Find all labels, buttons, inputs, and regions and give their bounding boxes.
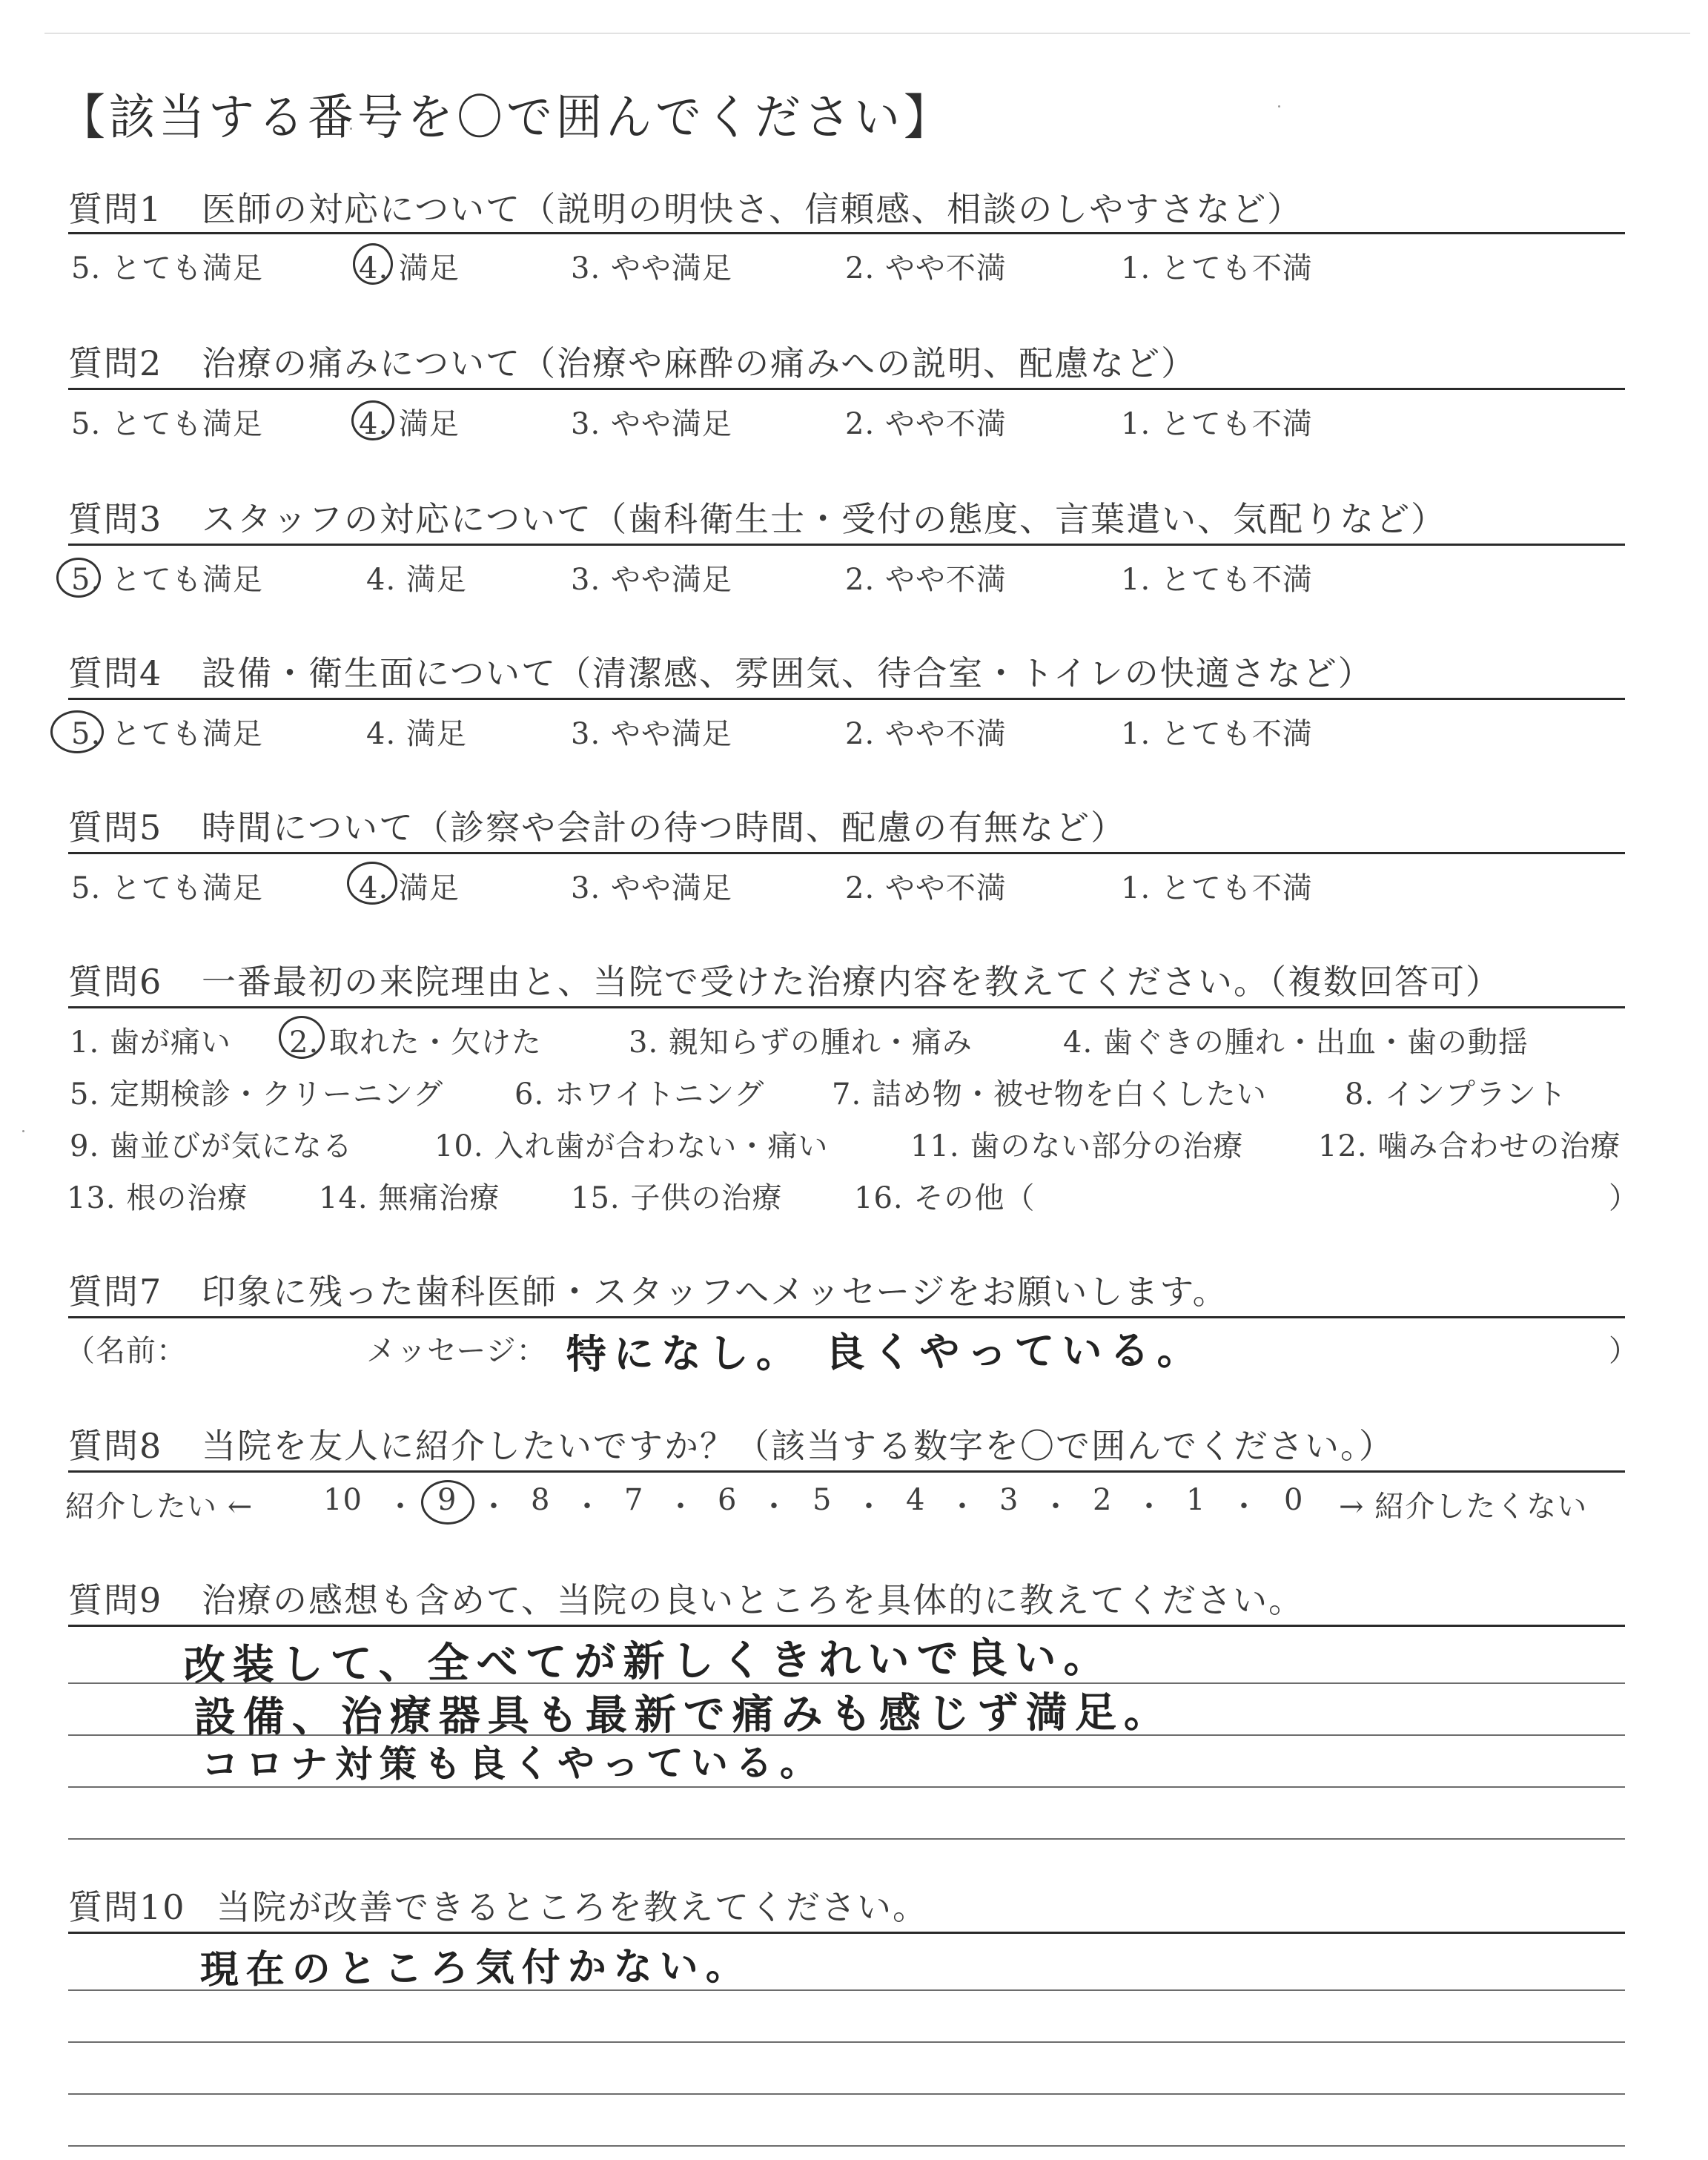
question-rule [68,232,1625,234]
question-text: 一番最初の来院理由と、当院で受けた治療内容を教えてください。（複数回答可） [202,962,1501,1002]
question-rule [68,1932,1625,1934]
question-number: 質問5 [68,807,163,848]
scale-value[interactable]: 4 [906,1483,926,1517]
rating-option[interactable]: 1. とても不満 [1121,717,1313,751]
question-8 [68,1422,1625,1470]
question-1 [68,185,1625,233]
question-10 [68,1883,1625,1931]
rating-option[interactable]: 2. やや不満 [845,563,1007,597]
scale-value[interactable]: 5 [812,1483,833,1517]
rating-option-selected[interactable]: 5. とても満足 [71,563,263,597]
rating-option-selected[interactable]: 4. 満足 [359,871,460,905]
selection-circle [279,1016,325,1059]
scale-separator: ・ [479,1490,509,1524]
scale-left-label: 紹介したい ← [65,1490,254,1524]
scale-separator: ・ [1041,1490,1071,1524]
scale-value[interactable]: 8 [531,1483,551,1517]
handwritten-message: 特になし。 良くやっている。 [566,1326,1205,1378]
question-text: 設備・衛生面について（清潔感、雰囲気、待合室・トイレの快適さなど） [202,653,1374,693]
question-text: 印象に残った歯科医師・スタッフへメッセージをお願いします。 [202,1272,1228,1312]
rating-option[interactable]: 1. とても不満 [1121,563,1313,597]
question-rule [68,544,1625,546]
answer-line [68,2093,1625,2095]
rating-option-selected[interactable]: 5. とても満足 [71,717,263,751]
scale-value[interactable]: 3 [999,1483,1019,1517]
scale-value[interactable]: 10 [323,1483,363,1517]
scale-separator: ・ [947,1490,978,1524]
selection-circle [421,1480,474,1525]
rating-option[interactable]: 4. 満足 [366,563,467,597]
rating-option[interactable]: 2. やや不満 [845,407,1007,441]
reason-option[interactable]: 16. その他（ [854,1181,1036,1215]
scale-separator: ・ [1134,1490,1165,1524]
reason-option[interactable]: 5. 定期検診・クリーニング [70,1077,444,1112]
instruction-heading: 【該当する番号を〇で囲んでください】 [59,88,954,146]
rating-option[interactable]: 2. やや不満 [845,871,1007,905]
question-text: スタッフの対応について（歯科衛生士・受付の態度、言葉遣い、気配りなど） [202,499,1447,539]
scale-value[interactable]: 6 [718,1483,738,1517]
scan-speck [1278,105,1280,108]
scale-value[interactable]: 0 [1284,1483,1304,1517]
question-number: 質問1 [68,189,163,229]
question-text: 医師の対応について（説明の明快さ、信頼感、相談のしやすさなど） [202,189,1303,229]
rating-option[interactable]: 3. やや満足 [571,717,732,751]
scale-separator: ・ [854,1490,884,1524]
rating-option[interactable]: 5. とても満足 [71,871,263,905]
scale-separator: ・ [666,1490,696,1524]
selection-circle [353,243,393,285]
reason-option[interactable]: 13. 根の治療 [67,1181,248,1215]
reason-option[interactable]: 9. 歯並びが気になる [70,1129,353,1163]
question-text: 時間について（診察や会計の待つ時間、配慮の有無など） [202,807,1127,848]
rating-option[interactable]: 2. やや不満 [845,251,1007,285]
reason-option[interactable]: 4. 歯ぐきの腫れ・出血・歯の動揺 [1063,1025,1529,1060]
question-text: 治療の感想も含めて、当院の良いところを具体的に教えてください。 [202,1580,1305,1620]
question-number: 質問4 [68,653,163,693]
rating-option[interactable]: 3. やや満足 [571,407,732,441]
selection-circle [50,710,104,753]
rating-option[interactable]: 5. とても満足 [71,251,263,285]
scan-speck [22,1130,24,1132]
message-label: メッセージ： [366,1334,547,1368]
scale-right-label: → 紹介したくない [1339,1490,1588,1524]
question-rule [68,1006,1625,1008]
scale-separator: ・ [759,1490,790,1524]
question-6 [68,958,1625,1005]
reason-option[interactable]: 11. 歯のない部分の治療 [910,1129,1244,1163]
answer-line [68,2145,1625,2147]
question-rule [68,1316,1625,1318]
reason-option[interactable]: 12. 噛み合わせの治療 [1318,1129,1621,1163]
reason-option[interactable]: 15. 子供の治療 [571,1181,783,1215]
handwritten-answer-line: 設備、治療器具も最新で痛みも感じず満足。 [193,1688,1173,1742]
question-2 [68,340,1625,387]
rating-option[interactable]: 5. とても満足 [71,407,263,441]
question-number: 質問3 [68,499,163,539]
answer-line [68,1838,1625,1840]
top-edge-line [44,33,1690,34]
handwritten-answer-line: コロナ対策も良くやっている。 [201,1741,824,1786]
scale-value[interactable]: 2 [1093,1483,1113,1517]
rating-option[interactable]: 2. やや不満 [845,717,1007,751]
rating-option[interactable]: 3. やや満足 [571,871,732,905]
selection-circle [347,862,397,905]
rating-option[interactable]: 1. とても不満 [1121,407,1313,441]
scale-separator: ・ [1229,1490,1260,1524]
question-rule [68,1470,1625,1473]
reason-option[interactable]: 7. 詰め物・被せ物を白くしたい [832,1077,1267,1112]
question-number: 質問7 [68,1272,163,1312]
question-rule [68,852,1625,854]
question-number: 質問8 [68,1426,163,1466]
question-5 [68,804,1625,851]
question-text: 治療の痛みについて（治療や麻酔の痛みへの説明、配慮など） [202,343,1197,383]
scale-value[interactable]: 1 [1186,1483,1206,1517]
question-rule [68,698,1625,700]
question-7 [68,1268,1625,1315]
question-number: 質問2 [68,343,163,383]
reason-option-selected[interactable]: 2. 取れた・欠けた [289,1025,542,1060]
answer-line [68,2041,1625,2043]
scale-value[interactable]: 7 [624,1483,644,1517]
question-number: 質問6 [68,962,163,1002]
question-3 [68,495,1625,543]
reason-option[interactable]: 8. インプラント [1345,1077,1567,1112]
rating-option[interactable]: 4. 満足 [366,717,467,751]
question-number: 質問10 [68,1887,186,1927]
reason-option[interactable]: 1. 歯が痛い [70,1025,231,1060]
reason-option[interactable]: 10. 入れ歯が合わない・痛い [434,1129,829,1163]
reason-option[interactable]: 6. ホワイトニング [514,1077,765,1112]
rating-option[interactable]: 3. やや満足 [571,563,732,597]
selection-circle [56,558,101,598]
handwritten-answer-line: 現在のところ気付かない。 [199,1943,752,1992]
rating-option-selected[interactable]: 4. 満足 [359,407,460,441]
scale-value-selected[interactable]: 9 [437,1483,457,1517]
question-text: 当院を友人に紹介したいですか？（該当する数字を〇で囲んでください。） [202,1426,1394,1466]
question-4 [68,650,1625,697]
rating-option[interactable]: 1. とても不満 [1121,251,1313,285]
rating-option[interactable]: 1. とても不満 [1121,871,1313,905]
name-label: （名前： [65,1334,187,1368]
reason-option[interactable]: 14. 無痛治療 [319,1181,500,1215]
rating-option[interactable]: 3. やや満足 [571,251,732,285]
message-close-paren: ） [1609,1334,1639,1368]
reason-option[interactable]: 3. 親知らずの腫れ・痛み [629,1025,973,1060]
scale-separator: ・ [385,1490,416,1524]
other-close-paren: ） [1609,1181,1639,1215]
question-text: 当院が改善できるところを教えてください。 [216,1887,928,1927]
handwritten-answer-line: 改装して、全べてが新しくきれいで良い。 [183,1634,1113,1690]
question-rule [68,388,1625,390]
question-number: 質問9 [68,1580,163,1620]
rating-option-selected[interactable]: 4. 満足 [359,251,460,285]
selection-circle [351,400,394,440]
scale-separator: ・ [572,1490,603,1524]
question-9 [68,1576,1625,1624]
